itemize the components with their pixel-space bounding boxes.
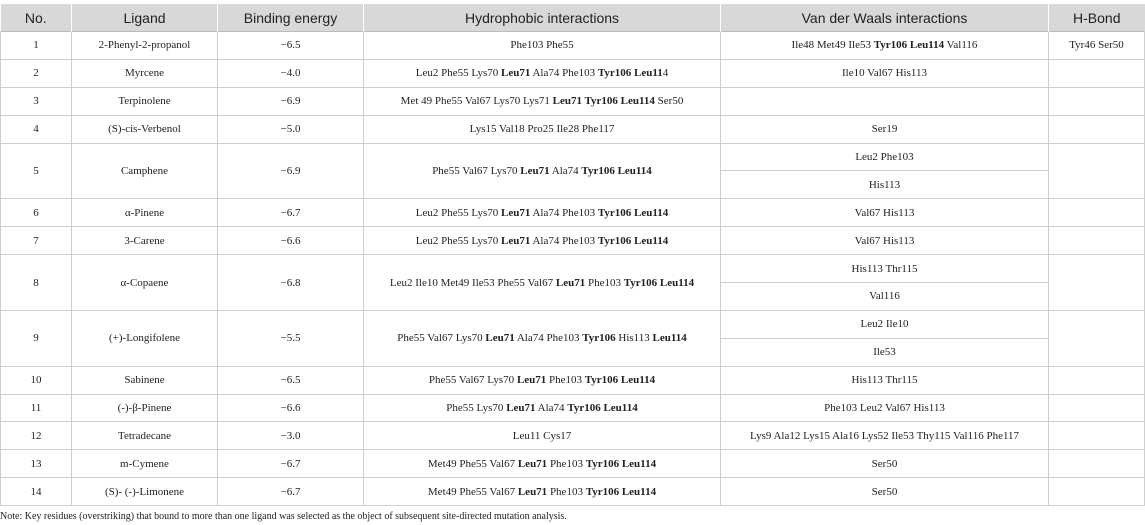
cell-vdw: Ile48 Met49 Ile53 Tyr106 Leu114 Val116 <box>721 32 1049 60</box>
cell-vdw: Lys9 Ala12 Lys15 Ala16 Lys52 Ile53 Thy115 Val116 Phe117 <box>721 422 1049 450</box>
cell-binding-energy: −6.6 <box>218 227 364 255</box>
cell-ligand: Tetradecane <box>72 422 218 450</box>
cell-ligand: Sabinene <box>72 366 218 394</box>
cell-binding-energy: −5.0 <box>218 115 364 143</box>
cell-hbond <box>1049 227 1145 255</box>
cell-hydrophobic: Leu2 Phe55 Lys70 Leu71 Ala74 Phe103 Tyr106 Leu114 <box>364 227 721 255</box>
cell-hydrophobic: Met 49 Phe55 Val67 Lys70 Lys71 Leu71 Tyr106 Leu114 Ser50 <box>364 87 721 115</box>
cell-hydrophobic: Leu11 Cys17 <box>364 422 721 450</box>
header-hydrophobic: Hydrophobic interactions <box>364 4 721 32</box>
cell-binding-energy: −5.5 <box>218 310 364 366</box>
table-row <box>1 199 1145 227</box>
cell-no: 3 <box>1 87 72 115</box>
cell-hbond <box>1049 310 1145 366</box>
table-row <box>1 450 1145 478</box>
header-vdw: Van der Waals interactions <box>721 4 1049 32</box>
cell-vdw: Ser50 <box>721 478 1049 506</box>
cell-binding-energy: −6.6 <box>218 394 364 422</box>
table-note: Note: Key residues (overstriking) that bound to more than one ligand was selected as the object of subsequent site-directed mutation analysis. <box>0 511 567 522</box>
header-ligand: Ligand <box>72 4 218 32</box>
cell-no: 8 <box>1 255 72 311</box>
cell-ligand: Terpinolene <box>72 87 218 115</box>
cell-vdw: Phe103 Leu2 Val67 His113 <box>721 394 1049 422</box>
cell-vdw: His113 Thr115 <box>721 366 1049 394</box>
cell-hbond <box>1049 115 1145 143</box>
table-row <box>1 32 1145 60</box>
table-row <box>1 115 1145 143</box>
cell-binding-energy: −6.9 <box>218 143 364 199</box>
cell-ligand: (-)-β-Pinene <box>72 394 218 422</box>
cell-ligand: (+)-Longifolene <box>72 310 218 366</box>
table-row <box>1 310 1145 338</box>
cell-hydrophobic: Met49 Phe55 Val67 Leu71 Phe103 Tyr106 Leu114 <box>364 450 721 478</box>
cell-no: 11 <box>1 394 72 422</box>
cell-binding-energy: −6.7 <box>218 199 364 227</box>
cell-hbond: Tyr46 Ser50 <box>1049 32 1145 60</box>
cell-ligand: 3-Carene <box>72 227 218 255</box>
cell-hbond <box>1049 87 1145 115</box>
table-row <box>1 478 1145 506</box>
cell-hydrophobic: Lys15 Val18 Pro25 Ile28 Phe117 <box>364 115 721 143</box>
cell-vdw <box>721 87 1049 115</box>
cell-no: 12 <box>1 422 72 450</box>
cell-hbond <box>1049 422 1145 450</box>
cell-ligand: m-Cymene <box>72 450 218 478</box>
cell-no: 7 <box>1 227 72 255</box>
cell-hbond <box>1049 199 1145 227</box>
cell-hydrophobic: Leu2 Phe55 Lys70 Leu71 Ala74 Phe103 Tyr106 Leu114 <box>364 59 721 87</box>
cell-hydrophobic: Leu2 Phe55 Lys70 Leu71 Ala74 Phe103 Tyr106 Leu114 <box>364 199 721 227</box>
cell-hbond <box>1049 366 1145 394</box>
cell-vdw: His113 Thr115 <box>721 255 1049 283</box>
cell-hydrophobic: Leu2 Ile10 Met49 Ile53 Phe55 Val67 Leu71 Phe103 Tyr106 Leu114 <box>364 255 721 311</box>
cell-no: 10 <box>1 366 72 394</box>
header-hbond: H-Bond <box>1049 4 1145 32</box>
cell-ligand: α-Pinene <box>72 199 218 227</box>
cell-ligand: α-Copaene <box>72 255 218 311</box>
cell-ligand: (S)-cis-Verbenol <box>72 115 218 143</box>
cell-hbond <box>1049 450 1145 478</box>
cell-ligand: 2-Phenyl-2-propanol <box>72 32 218 60</box>
cell-vdw: Val67 His113 <box>721 199 1049 227</box>
cell-no: 4 <box>1 115 72 143</box>
cell-hbond <box>1049 59 1145 87</box>
cell-vdw: Ser19 <box>721 115 1049 143</box>
header-row <box>1 4 1145 32</box>
cell-no: 14 <box>1 478 72 506</box>
header-binding-energy: Binding energy <box>218 4 364 32</box>
cell-hydrophobic: Phe55 Val67 Lys70 Leu71 Ala74 Tyr106 Leu114 <box>364 143 721 199</box>
cell-vdw: Ser50 <box>721 450 1049 478</box>
cell-vdw: Val67 His113 <box>721 227 1049 255</box>
cell-hydrophobic: Met49 Phe55 Val67 Leu71 Phe103 Tyr106 Leu114 <box>364 478 721 506</box>
cell-ligand: Camphene <box>72 143 218 199</box>
cell-binding-energy: −6.5 <box>218 366 364 394</box>
cell-no: 5 <box>1 143 72 199</box>
table-row <box>1 255 1145 283</box>
table-row <box>1 87 1145 115</box>
cell-hydrophobic: Phe55 Lys70 Leu71 Ala74 Tyr106 Leu114 <box>364 394 721 422</box>
cell-ligand: (S)- (-)-Limonene <box>72 478 218 506</box>
table-body <box>1 32 1145 506</box>
table-row <box>1 143 1145 171</box>
cell-vdw: Ile10 Val67 His113 <box>721 59 1049 87</box>
table-row <box>1 366 1145 394</box>
cell-no: 13 <box>1 450 72 478</box>
table-row <box>1 227 1145 255</box>
cell-hbond <box>1049 478 1145 506</box>
cell-binding-energy: −4.0 <box>218 59 364 87</box>
cell-hydrophobic: Phe103 Phe55 <box>364 32 721 60</box>
cell-binding-energy: −6.9 <box>218 87 364 115</box>
cell-vdw: Ile53 <box>721 338 1049 366</box>
cell-ligand: Myrcene <box>72 59 218 87</box>
cell-binding-energy: −6.8 <box>218 255 364 311</box>
table-row <box>1 422 1145 450</box>
cell-binding-energy: −6.7 <box>218 478 364 506</box>
cell-binding-energy: −6.7 <box>218 450 364 478</box>
cell-hbond <box>1049 255 1145 311</box>
header-no: No. <box>1 4 72 32</box>
cell-vdw: Leu2 Phe103 <box>721 143 1049 171</box>
table-row <box>1 394 1145 422</box>
cell-hydrophobic: Phe55 Val67 Lys70 Leu71 Ala74 Phe103 Tyr106 His113 Leu114 <box>364 310 721 366</box>
cell-no: 2 <box>1 59 72 87</box>
results-table <box>0 4 1145 506</box>
cell-vdw: Leu2 Ile10 <box>721 310 1049 338</box>
cell-binding-energy: −6.5 <box>218 32 364 60</box>
cell-no: 9 <box>1 310 72 366</box>
cell-hydrophobic: Phe55 Val67 Lys70 Leu71 Phe103 Tyr106 Leu114 <box>364 366 721 394</box>
cell-hbond <box>1049 394 1145 422</box>
cell-vdw: Val116 <box>721 283 1049 311</box>
table-row <box>1 59 1145 87</box>
cell-no: 1 <box>1 32 72 60</box>
cell-binding-energy: −3.0 <box>218 422 364 450</box>
cell-no: 6 <box>1 199 72 227</box>
cell-vdw: His113 <box>721 171 1049 199</box>
cell-hbond <box>1049 143 1145 199</box>
